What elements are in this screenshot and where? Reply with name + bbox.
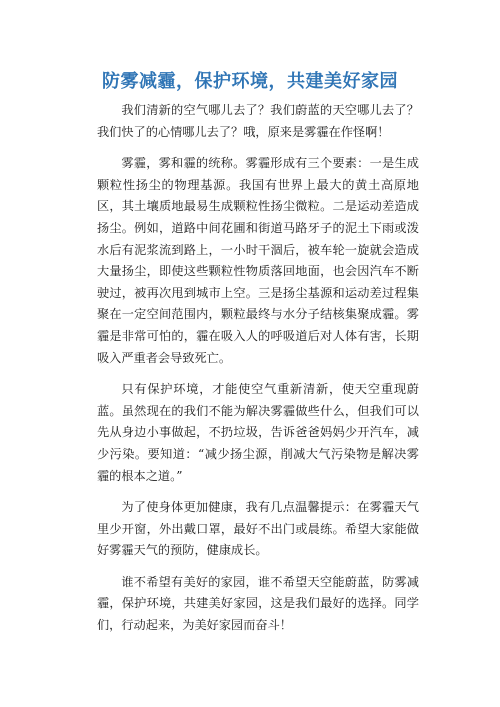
paragraph: 雾霾，雾和霾的统称。雾霾形成有三个要素：一是生成颗粒性扬尘的物理基源。我国有世界上最大的黄土高原地区，其土壤质地最易生成颗粒性扬尘微粒。二是运动差造成扬尘。例如，道路中间花圃和街道马路牙子的泥土下雨或泼水后有泥浆流到路上，一小时干涸后，被车轮一旋就会造成大量扬尘，即使这些颗粒性物质落回地面，也会因汽车不断驶过，被再次甩到城市上空。三是扬尘基源和运动差过程集聚在一定空间范围内，颗粒最终与水分子结核集聚成霾。雾霾是非常可怕的，霾在吸入人的呼吸道后对人体有害，长期吸入严重者会导致死亡。 [97, 156, 419, 365]
page-title: 防雾减霾，保护环境，共建美好家园 [102, 71, 398, 93]
article-body [97, 100, 419, 637]
paragraph: 为了使身体更加健康，我有几点温馨提示：在雾霾天气里少开窗，外出戴口罩，最好不出门或晨练。希望大家能做好雾霾天气的预防，健康成长。 [97, 500, 419, 558]
paragraph: 谁不希望有美好的家园，谁不希望天空能蔚蓝，防雾减霾，保护环境，共建美好家园，这是我们最好的选择。同学们，行动起来，为美好家园而奋斗！ [97, 574, 419, 633]
paragraph: 我们清新的空气哪儿去了？我们蔚蓝的天空哪儿去了？我们快了的心情哪儿去了？哦，原来是雾霾在作怪啊！ [97, 103, 419, 139]
paragraph: 只有保护环境，才能使空气重新清新，使天空重现蔚蓝。虽然现在的我们不能为解决雾霾做些什么，但我们可以先从身边小事做起，不扔垃圾，告诉爸爸妈妈少开汽车，减少污染。要知道：“减少扬尘源，削减大气污染物是解决雾霾的根本之道。” [97, 382, 419, 483]
